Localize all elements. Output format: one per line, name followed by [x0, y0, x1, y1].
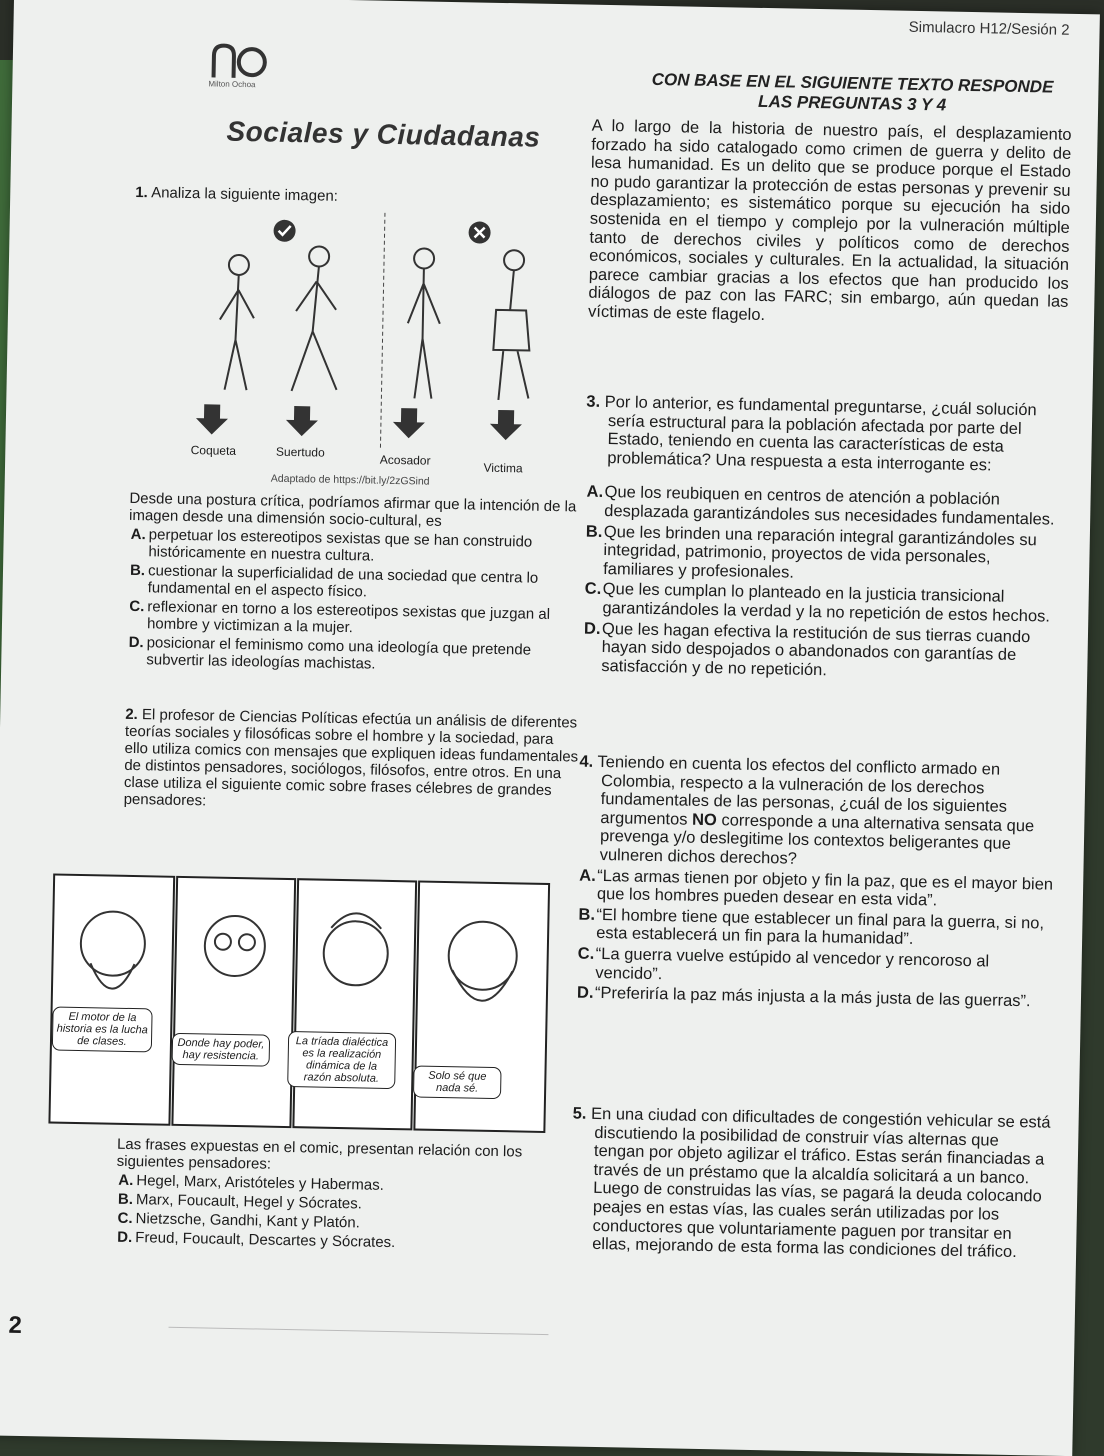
q1-option-a[interactable]: A. perpetuar los estereotipos sexistas que se han construido históricamente en nuestra cultura.	[130, 525, 533, 565]
figure-label-acosador: Acosador	[379, 452, 431, 468]
q4-stem-before: Teniendo en cuenta los efectos del conflicto armado en Colombia, respecto a la vulneración de los derechos fundamentales de las personas, ¿cuál de los siguientes argumentos	[597, 752, 1008, 829]
q1-option-c[interactable]: C. reflexionar en torno a los estereotipos sexistas que juzgan al hombre y victimizan a la mujer.	[129, 597, 551, 637]
comic-caption-2: Donde hay poder, hay resistencia.	[172, 1033, 271, 1067]
logo-caption: Milton Ochoa	[208, 79, 256, 90]
subject-title: Sociales y Ciudadanas	[226, 115, 541, 153]
comic-caption-1: El motor de la historia es la lucha de clases.	[52, 1007, 153, 1053]
q3-option-a[interactable]: A.Que los reubiquen en centros de atención a población desplazada garantizándoles sus necesidades fundamentales.	[586, 483, 1055, 529]
q2-option-d[interactable]: D. Freud, Foucault, Descartes y Sócrates.	[117, 1228, 396, 1252]
q1-prompt-text: Analiza la siguiente imagen:	[150, 184, 339, 205]
q3-number: 3.	[586, 392, 601, 411]
instruction-line-1: CON BASE EN EL SIGUIENTE TEXTO RESPONDE	[651, 69, 1054, 97]
q5-stem: En una ciudad con dificultades de congestión vehicular se está discutiendo la posibilidad de construir vías alternas que tengan por objeto agilizar el tráfico. Estas serán financiadas a través de un préstamo que la alcaldía solicitará a un banco. Luego de construidas las vías, se pagará la deuda colocando peajes en estas vías, las cuales serán utilizadas por los conductores que voluntariamente paguen por transitar en ellas, mejorando de esta forma las condiciones del tráfico.	[590, 1104, 1051, 1262]
q2-stem: El profesor de Ciencias Políticas efectúa un análisis de diferentes teorías sociales y filosóficas sobre el hombre y la sociedad, para ello utiliza comics con mensajes que expliquen ideas fundamentales de distintos pensadores, sociólogos, filósofos, entre otros. En una clase utiliza el siguiente comic sobre frases célebres de grandes pensadores:	[123, 706, 579, 810]
q4-stem-no: NO	[691, 810, 718, 829]
instruction-line-2: LAS PREGUNTAS 3 Y 4	[757, 91, 947, 115]
q4-option-b[interactable]: B.“El hombre tiene que establecer un final para la guerra, si no, esta establecerá un fin para la humanidad”.	[578, 905, 1045, 949]
instruction-heading	[632, 69, 1073, 117]
q1-option-b[interactable]: B. cuestionar la superficialidad de una sociedad que centra lo fundamental en el aspecto físico.	[129, 561, 539, 601]
q3-option-b[interactable]: B.Que les brinden una reparación integral garantizándoles su integridad, patrimonio, proyectos de vida personales, familiares y profesionales.	[585, 522, 1037, 582]
q2-body	[115, 1136, 547, 1254]
q2-option-b[interactable]: B. Marx, Foucault, Hegel y Sócrates.	[117, 1190, 363, 1213]
figure-label-coqueta: Coqueta	[190, 443, 237, 458]
q1-prompt: 1. Analiza la siguiente imagen:	[135, 183, 339, 205]
session-label: Simulacro H12/Sesión 2	[908, 18, 1070, 39]
q5-block	[570, 1105, 1053, 1263]
q2-number: 2.	[125, 705, 138, 724]
reading-passage: A lo largo de la historia de nuestro país, el desplazamiento forzado ha sido catalogado como crimen de guerra y delito de lesa humanidad. Es un delito que se produce porque el Estado no pudo garantizar la protección de estas personas y prevenir su desplazamiento; es sistemático porque su ejecución ha sido sostenida en el tiempo y complejo por la vulneración múltiple tanto de derechos civiles y políticos como de derechos económicos, sociales y culturales. En la actualidad, la situación parece cambiar gracias a los efectos que han producido los diálogos de paz con las FARC; sin embargo, aún quedan las víctimas de este flagelo.	[587, 116, 1072, 324]
q3-option-d[interactable]: D.Que les hagan efectiva la restitución de sus tierras cuando hayan sido despojados o abandonados con garantías de satisfacción y de no repetición.	[583, 619, 1031, 680]
q4-option-c[interactable]: C.“La guerra vuelve estúpido al vencedor y rencoroso al vencido”.	[577, 944, 990, 983]
q2-question: Las frases expuestas en el comic, presentan relación con los siguientes pensadores:	[116, 1135, 523, 1173]
q1-option-d[interactable]: D. posicionar el feminismo como una ideología que pretende subvertir las ideologías machistas.	[128, 633, 532, 673]
milton-ochoa-logo-icon	[207, 37, 270, 84]
footer-rule	[169, 1327, 549, 1335]
q3-block	[581, 393, 1066, 684]
comic-caption-3: La tríada dialéctica es la realización dinámica de la razón absoluta.	[287, 1031, 396, 1089]
q4-option-d[interactable]: D.“Preferiría la paz más injusta a la más justa de las guerras”.	[576, 983, 1031, 1011]
figure-label-victima: Victima	[483, 460, 523, 476]
figure-source: Adaptado de https://bit.ly/2zGSind	[270, 472, 430, 488]
page-number: 2	[8, 1311, 23, 1339]
q1-stem: Desde una postura crítica, podríamos afirmar que la intención de la imagen desde una dimensión socio-cultural, es	[128, 489, 577, 530]
figure-label-suertudo: Suertudo	[275, 444, 325, 460]
q4-number: 4.	[579, 752, 594, 771]
q4-block	[575, 753, 1060, 1012]
comic-caption-4: Solo sé que nada sé.	[413, 1065, 502, 1099]
q2-option-a[interactable]: A. Hegel, Marx, Aristóteles y Habermas.	[118, 1171, 385, 1194]
q2-option-c[interactable]: C. Nietzsche, Gandhi, Kant y Platón.	[117, 1209, 361, 1232]
q3-option-c[interactable]: C.Que les cumplan lo planteado en la justicia transicional garantizándoles la verdad y la no repetición de estos hechos.	[584, 579, 1051, 626]
q1-body	[126, 490, 584, 677]
q2-stem-block	[123, 706, 580, 817]
q3-stem: Por lo anterior, es fundamental preguntarse, ¿cuál solución sería estructural para la población afectada por parte del Estado, teniendo en cuenta las características de esta problemática? Una respuesta a esta interrogante es:	[604, 392, 1037, 475]
q4-option-a[interactable]: A.“Las armas tienen por objeto y fin la paz, que es el mayor bien que los hombres pueden desear en esta vida”.	[579, 866, 1054, 910]
q4-stem-after: corresponde a una alternativa sensata que prevenga y/o deslegitime los contextos beligerantes que vulneren dichos derechos?	[599, 811, 1035, 868]
q5-number: 5.	[572, 1104, 587, 1123]
